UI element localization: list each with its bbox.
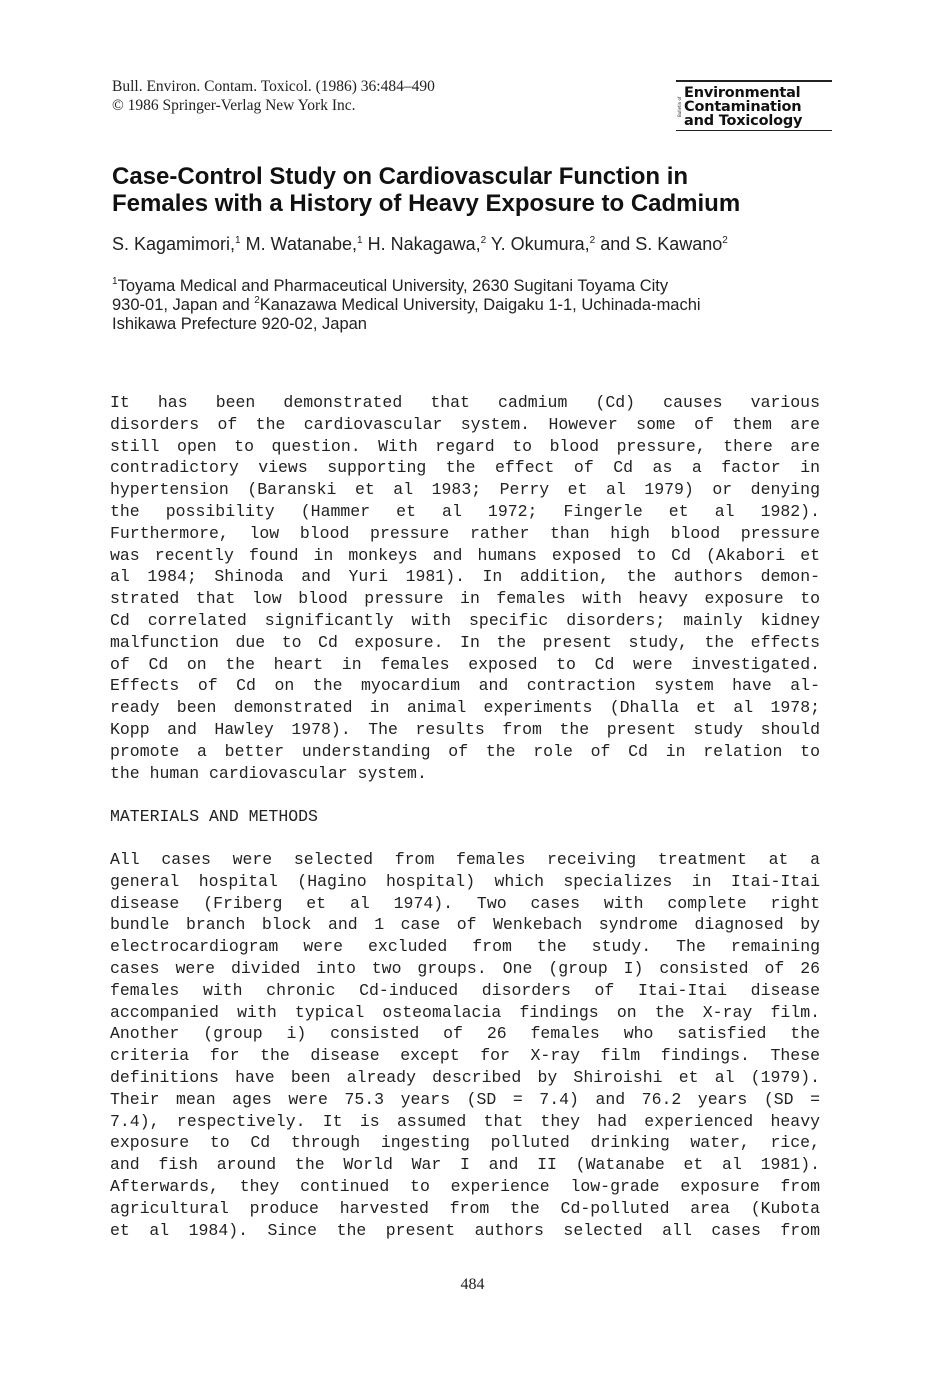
text-line: and fish around the World War I and II (Watanabe et al 1981). — [110, 1155, 820, 1175]
text-line: 7.4), respectively. It is assumed that they had experienced heavy — [110, 1111, 820, 1131]
title-line: Case-Control Study on Cardiovascular Function in — [112, 163, 689, 190]
text-line: All cases were selected from females receiving treatment at a — [110, 850, 820, 869]
text-line: the possibility (Hammer et al 1972; Fingerle et al 1982). — [110, 501, 820, 521]
text-line: still open to question. With regard to blood pressure, there are — [110, 436, 820, 456]
logo-line-contamination: Contamination — [684, 98, 802, 115]
text-line: females with chronic Cd-induced disorders of Itai-Itai disease — [110, 980, 820, 1000]
methods-paragraph — [110, 849, 820, 1241]
author-name: M. Watanabe, — [245, 234, 358, 254]
text-line: exposure to Cd through ingesting polluted drinking water, rice, — [110, 1133, 820, 1153]
text-line: electrocardiogram were excluded from the study. The remaining — [110, 937, 820, 957]
logo-bottom-rule — [676, 130, 832, 132]
citation-line: Bull. Environ. Contam. Toxicol. (1986) 36:484–490 — [112, 78, 435, 95]
citation-block — [112, 77, 435, 115]
affiliation-text: 930-01, Japan and — [112, 296, 255, 314]
affiliations — [112, 277, 701, 334]
text-line: Another (group i) consisted of 26 females who satisfied the — [110, 1024, 820, 1044]
logo-top-rule — [676, 80, 832, 82]
text-line: of Cd on the heart in females exposed to Cd were investigated. — [110, 654, 820, 674]
text-line: disorders of the cardiovascular system. However some of them are — [110, 414, 820, 434]
text-line: contradictory views supporting the effect of Cd as a factor in — [110, 458, 820, 478]
text-line: hypertension (Baranski et al 1983; Perry et al 1979) or denying — [110, 480, 820, 500]
text-line: Kopp and Hawley 1978). The results from the present study should — [110, 719, 820, 739]
affiliation-marker: 1 — [357, 235, 363, 246]
text-line: bundle branch block and 1 case of Wenkebach syndrome diagnosed by — [110, 915, 820, 935]
logo-line-toxicology: and Toxicology — [684, 112, 803, 129]
text-line: et al 1984). Since the present authors selected all cases from — [110, 1220, 820, 1240]
page-number: 484 — [460, 1276, 485, 1293]
affiliation-text: Kanazawa Medical University, Daigaku 1-1, Uchinada-machi — [259, 296, 701, 314]
section-heading-materials-methods: MATERIALS AND METHODS — [110, 807, 318, 826]
text-line: Cd correlated significantly with specific disorders; mainly kidney — [110, 610, 820, 630]
text-line: Their mean ages were 75.3 years (SD = 7.4) and 76.2 years (SD = — [110, 1089, 820, 1109]
affiliation-marker: 2 — [589, 235, 596, 246]
journal-logo — [676, 80, 832, 131]
affiliation-text: Ishikawa Prefecture 920-02, Japan — [112, 315, 367, 333]
text-line: Afterwards, they continued to experience low-grade exposure from — [110, 1176, 820, 1196]
text-line: strated that low blood pressure in females with heavy exposure to — [110, 589, 820, 609]
author-list — [112, 232, 728, 256]
text-line: al 1984; Shinoda and Yuri 1981). In addition, the authors demon- — [110, 567, 820, 587]
text-line: cases were divided into two groups. One (group I) consisted of 26 — [110, 958, 820, 978]
affiliation-marker: 1 — [112, 276, 118, 287]
text-line: ready been demonstrated in animal experiments (Dhalla et al 1978; — [110, 698, 820, 718]
article-title — [112, 163, 832, 217]
text-line: criteria for the disease except for X-ray film findings. These — [110, 1046, 820, 1066]
logo-side-text: Bulletin of — [677, 96, 682, 117]
text-line: accompanied with typical osteomalacia findings on the X-ray film. — [110, 1002, 820, 1022]
text-line: was recently found in monkeys and humans exposed to Cd (Akabori et — [110, 545, 820, 565]
affiliation-marker: 2 — [254, 295, 260, 306]
affiliation-marker: 1 — [235, 235, 241, 246]
text-line: Effects of Cd on the myocardium and contraction system have al- — [110, 676, 820, 696]
text-line: general hospital (Hagino hospital) which specializes in Itai-Itai — [110, 871, 820, 891]
author-name: and S. Kawano — [600, 234, 723, 254]
text-line: Furthermore, low blood pressure rather than high blood pressure — [110, 523, 820, 543]
author-name: Y. Okumura, — [490, 234, 590, 254]
author-name: S. Kagamimori, — [112, 234, 236, 254]
text-line: malfunction due to Cd exposure. In the present study, the effects — [110, 632, 820, 652]
affiliation-text: Toyama Medical and Pharmaceutical University, 2630 Sugitani Toyama City — [117, 277, 669, 295]
text-line: the human cardiovascular system. — [110, 763, 427, 783]
affiliation-marker: 2 — [480, 235, 487, 246]
author-name: H. Nakagawa, — [367, 234, 481, 254]
text-line: disease (Friberg et al 1974). Two cases with complete right — [110, 893, 820, 913]
introduction-paragraph — [110, 392, 820, 784]
text-line: agricultural produce harvested from the Cd-polluted area (Kubota — [110, 1198, 820, 1218]
text-line: It has been demonstrated that cadmium (Cd) causes various — [110, 393, 820, 412]
logo-line-environmental: Environmental — [684, 84, 801, 101]
copyright-line: © 1986 Springer-Verlag New York Inc. — [112, 97, 356, 114]
text-line: promote a better understanding of the role of Cd in relation to — [110, 741, 820, 761]
affiliation-marker: 2 — [722, 235, 728, 246]
text-line: definitions have been already described by Shiroishi et al (1979). — [110, 1067, 820, 1087]
title-line: Females with a History of Heavy Exposure to Cadmium — [112, 190, 741, 217]
